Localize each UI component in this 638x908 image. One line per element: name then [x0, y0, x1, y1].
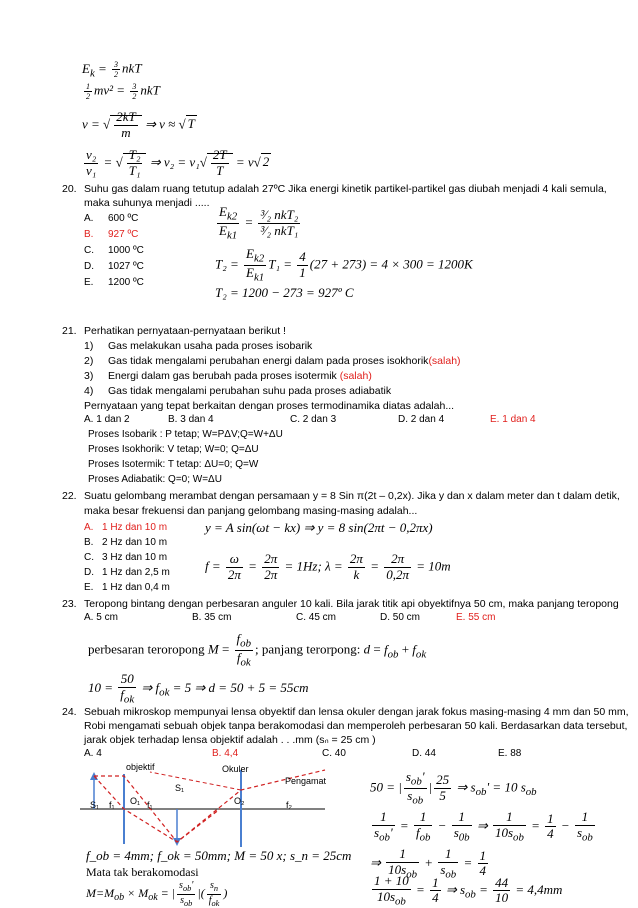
option-b: B. 3 dan 4 [168, 414, 214, 425]
label-o2: O₂ [234, 796, 245, 806]
solution-line: 50 = | $\frac{s_{ob}'}{s_{ob}}$ | $\frac{25}{5}$ ⇒ $s_{ob}' = 10$ $s_{ob}$ [370, 769, 537, 807]
process-note: Proses Adiabatik: Q=0; W=ΔU [88, 474, 222, 485]
solution-line: y = A sin(ωt − kx) ⇒ y = 8 sin(2πt − 0,2πx) [205, 520, 433, 535]
solution-line: $\frac{E_{k2}}{E_{k1}}$ = $\frac{\text{³⁄₂ nkT₂}}{\text{³⁄₂ nkT₁}}$ [219, 204, 299, 242]
statement-item: 2) Gas tidak mengalami perubahan energi dalam pada proses isokhorik(salah) [84, 355, 461, 367]
option-c: C. 1000 ºC [84, 245, 144, 256]
statement-item: 3) Energi dalam gas berubah pada proses isotermik (salah) [84, 370, 372, 382]
magnification-formula: $M=M_{ob} \times M_{ok}$ = | $\frac{s_{ob}'}{s_{ob}}$ |( $\frac{s_n}{f_{ok}}$ ) [86, 880, 228, 908]
option-c: C. 3 Hz dan 10 m [84, 552, 168, 563]
question-number: 24. [62, 706, 77, 718]
label-okuler: Okuler [222, 764, 249, 774]
question-number: 21. [62, 325, 77, 337]
option-c: C. 45 cm [296, 612, 337, 623]
solution-line: ⇒ $\frac{1}{10s_{ob}}$ + $\frac{1}{s_{ob}}$ = $\frac{1}{4}$ [370, 846, 486, 881]
option-d: D. 50 cm [380, 612, 421, 623]
label-f1: f₁ [147, 800, 153, 810]
question-text: Teropong bintang dengan perbesaran anguler 10 kali. Bila jarak titik api obyektifnya 50 cm, maka panjang teropong [84, 598, 619, 610]
option-d: D. 44 [412, 748, 436, 759]
option-e: E. 88 [498, 748, 522, 759]
kinetic-energy-equation: $E_k$ = $\frac{3}{2}$ nkT [82, 60, 142, 80]
solution-line: $\frac{1}{s_{ob}'}$ = $\frac{1}{f_{ob}}$ − $\frac{1}{s_{0b}}$ ⇒ $\frac{1}{10s_{ob}}$ = $\frac{1}{4}$ − $\frac{1}{s_{ob}}$ [374, 809, 593, 844]
question-text: Robi mengamati sebuah objek tanpa berakomodasi dan memperoleh perbesaran 50 kali. Berdasarkan data tersebut, [84, 720, 628, 732]
question-text: Suatu gelombang merambat dengan persamaan y = 8 Sin π(2t – 0,2x). Jika y dan x dalam meter dan t dalam detik, [84, 490, 620, 502]
question-text: maka besar frekuensi dan panjang gelombang masing-masing adalah... [84, 505, 418, 517]
option-b: B. 2 Hz dan 10 m [84, 537, 168, 548]
option-a: A. 5 cm [84, 612, 118, 623]
velocity-equation: v = √ $\frac{2kT}{m}$ ⇒ v ≈ √ T [82, 109, 195, 140]
solution-line: f = $\frac{\omega}{2\pi}$ = $\frac{2\pi}{2\pi}$ = 1Hz; λ = $\frac{2\pi}{k}$ = $\frac{2\pi}{0,2\pi}$ = 10m [205, 551, 451, 582]
solution-line: 10 = $\frac{50}{f_{ok}}$ ⇒ $f_{ok} = 5$ ⇒ d = 50 + 5 = 55cm [88, 671, 309, 706]
option-e-correct: E. 55 cm [456, 612, 496, 623]
question-number: 20. [62, 183, 77, 195]
question-text: Perhatikan pernyataan-pernyataan berikut ! [84, 325, 286, 337]
statement-item: 1) Gas melakukan usaha pada proses isobarik [84, 340, 313, 352]
process-note: Proses Isobarik : P tetap; W=PΔV;Q=W+ΔU [88, 429, 283, 440]
solution-result: $\frac{1 + 10}{10s_{ob}}$ = $\frac{1}{4}$ ⇒ $s_{ob}$ = $\frac{44}{10}$ = 4,4mm [374, 873, 563, 908]
option-a-correct: A. 1 Hz dan 10 m [84, 522, 168, 533]
question-number: 23. [62, 598, 77, 610]
solution-line: perbesaran teroropong M = $\frac{f_{ob}}{f_{ok}}$ ; panjang terorpong: $d = f_{ob} + f_{ok}$ [88, 631, 427, 669]
label-pengamat: Pengamat [285, 776, 327, 786]
given-values: f_ob = 4mm; f_ok = 50mm; M = 50 x; s_n = 25cm [86, 848, 352, 863]
option-a: A. 600 ºC [84, 213, 139, 224]
option-b: B. 35 cm [192, 612, 232, 623]
energy-velocity-equation: $\frac{1}{2}$ mv² = $\frac{3}{2}$ nkT [86, 82, 160, 102]
label-f1: f₁ [109, 800, 115, 810]
process-note: Proses Isotermik: T tetap: ΔU=0; Q=W [88, 459, 259, 470]
question-text: jarak objek terhadap lensa objektif adalah . . .mm (sₙ = 25 cm ) [84, 734, 376, 746]
velocity-ratio-equation: $\frac{\text{v₂}}{\text{v₁}}$ = √ $\frac{\text{T₂}}{\text{T₁}}$ ⇒ v₂ = v₁√ $\frac{2T}{T}$ = v√ 2 [86, 147, 270, 178]
option-a: A. 1 dan 2 [84, 414, 130, 425]
option-e: E. 1 Hz dan 0,4 m [84, 582, 170, 593]
process-note: Proses Isokhorik: V tetap; W=0; Q=ΔU [88, 444, 259, 455]
option-d: D. 1027 ºC [84, 261, 144, 272]
option-d: D. 2 dan 4 [398, 414, 445, 425]
label-objektif: objektif [126, 762, 155, 772]
option-d: D. 1 Hz dan 2,5 m [84, 567, 170, 578]
label-s1-top: S₁ [175, 783, 185, 793]
statement-item: 4) Gas tidak mengalami perubahan suhu pada proses adiabatik [84, 385, 392, 397]
question-number: 22. [62, 490, 77, 502]
option-e-correct: E. 1 dan 4 [490, 414, 536, 425]
question-text: Sebuah mikroskop mempunyai lensa obyektif dan lensa okuler dengan jarak fokus masing-masing 4 mm dan 50 mm, [84, 706, 629, 718]
solution-line: T₂ = $\frac{E_{k2}}{E_{k1}}$ T₁ = $\frac{4}{1}$ (27 + 273) = 4 × 300 = 1200K [215, 246, 473, 284]
accommodation-mode: Mata tak berakomodasi [86, 865, 199, 879]
option-a: A. 4 [84, 748, 102, 759]
question-text: Suhu gas dalam ruang tetutup adalah 27ºC Jika energi kinetik partikel-partikel gas diubah menjadi 4 kali semula, [84, 183, 607, 195]
question-prompt: Pernyataan yang tepat berkaitan dengan proses termodinamika diatas adalah... [84, 400, 455, 412]
option-b-correct: B. 927 ºC [84, 229, 139, 240]
option-e: E. 1200 ºC [84, 277, 144, 288]
label-o1: O₁ [130, 796, 141, 806]
label-f2: f₂ [286, 800, 292, 810]
ray [150, 772, 241, 790]
solution-result: T₂ = 1200 − 273 = 927º C [215, 285, 354, 300]
option-b-correct: B. 4,4 [212, 748, 239, 759]
option-c: C. 40 [322, 748, 346, 759]
option-c: C. 2 dan 3 [290, 414, 337, 425]
question-text: maka suhunya menjadi ..... [84, 197, 210, 209]
label-s1: S₁ [90, 800, 100, 810]
